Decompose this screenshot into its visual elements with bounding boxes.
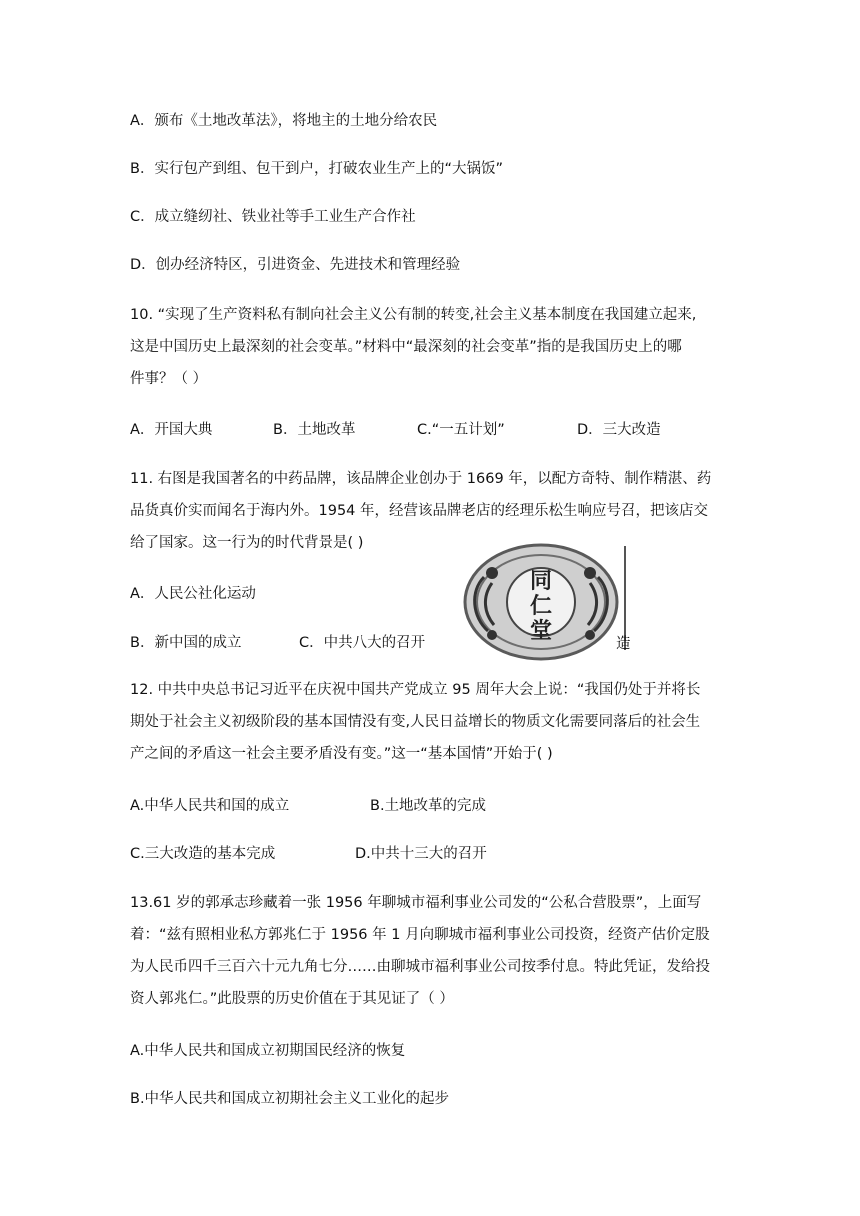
q11-option-b: B．新中国的成立 (130, 635, 242, 651)
q11-stem-line-2: 品货真价实而闻名于海内外。1954 年，经营该品牌老店的经理乐松生响应号召，把该店交 (130, 503, 709, 519)
q11-option-a: A．人民公社化运动 (130, 586, 256, 602)
q12-option-c: C.三大改造的基本完成 (130, 846, 276, 862)
q13-stem-line-4: 资人郭兆仁。”此股票的历史价值在于其见证了（ ） (130, 991, 454, 1007)
q10-options (130, 420, 730, 440)
q11-option-c: C．中共八大的召开 (299, 635, 426, 651)
q9-option-a: A．颁布《土地改革法》，将地主的土地分给农民 (130, 113, 438, 129)
seal-char-2: 仁 (529, 593, 553, 619)
q11-options-row (130, 633, 450, 653)
q10-option-c: C.“一五计划” (417, 422, 505, 438)
q9-option-c: C．成立缝纫社、铁业社等手工业生产合作社 (130, 209, 416, 225)
q12-stem-line-1: 12. 中共中央总书记习近平在庆祝中国共产党成立 95 周年大会上说：“我国仍处于并将长 (130, 682, 701, 698)
q12-options-row-1 (130, 796, 530, 816)
q9-option-b: B．实行包产到组、包干到户，打破农业生产上的“大锅饭” (130, 161, 503, 177)
q10-option-b: B．土地改革 (273, 422, 356, 438)
tongrentang-seal-image (462, 543, 620, 661)
q12-option-d: D.中共十三大的召开 (355, 846, 487, 862)
q10-stem-line-1: 10. “实现了生产资料私有制向社会主义公有制的转变,社会主义基本制度在我国建立起来, (130, 307, 697, 323)
q12-options-row-2 (130, 844, 530, 864)
q12-option-a: A.中华人民共和国的成立 (130, 798, 290, 814)
q10-stem-line-2: 这是中国历史上最深刻的社会变革。”材料中“最深刻的社会变革”指的是我国历史上的哪 (130, 339, 682, 355)
q10-option-d: D．三大改造 (577, 422, 661, 438)
q12-stem-line-3: 产之间的矛盾这一社会主要矛盾没有变。”这一“基本国情”开始于( ) (130, 746, 553, 762)
q10-option-a: A．开国大典 (130, 422, 213, 438)
q11-stem-line-1: 11. 右图是我国著名的中药品牌，该品牌企业创办于 1669 年，以配方奇特、制作精湛、药 (130, 471, 712, 487)
q13-stem-line-3: 为人民币四千三百六十元九角七分……由聊城市福利事业公司按季付息。特此凭证，发给投 (130, 959, 710, 975)
seal-char-3: 堂 (529, 618, 553, 644)
q13-stem-line-2: 着：“兹有照相业私方郭兆仁于 1956 年 1 月向聊城市福利事业公司投资，经资产估价定股 (130, 927, 710, 943)
q13-option-a: A.中华人民共和国成立初期国民经济的恢复 (130, 1043, 406, 1059)
q11-stem-line-3: 给了国家。这一行为的时代背景是( ) (130, 535, 364, 551)
q9-option-d: D．创办经济特区，引进资金、先进技术和管理经验 (130, 257, 461, 273)
seal-char-1: 同 (529, 568, 553, 594)
q12-option-b: B.土地改革的完成 (370, 798, 487, 814)
q10-stem-line-3: 件事？（ ） (130, 371, 208, 387)
seal-graphic (462, 543, 620, 661)
q13-stem-line-1: 13.61 岁的郭承志珍藏着一张 1956 年聊城市福利事业公司发的“公私合营股票”，上面写 (130, 895, 702, 911)
q11-clipped-option-text: 造 (616, 636, 631, 652)
q12-stem-line-2: 期处于社会主义初级阶段的基本国情没有变,人民日益增长的物质文化需要同落后的社会生 (130, 714, 701, 730)
q13-option-b: B.中华人民共和国成立初期社会主义工业化的起步 (130, 1091, 450, 1107)
